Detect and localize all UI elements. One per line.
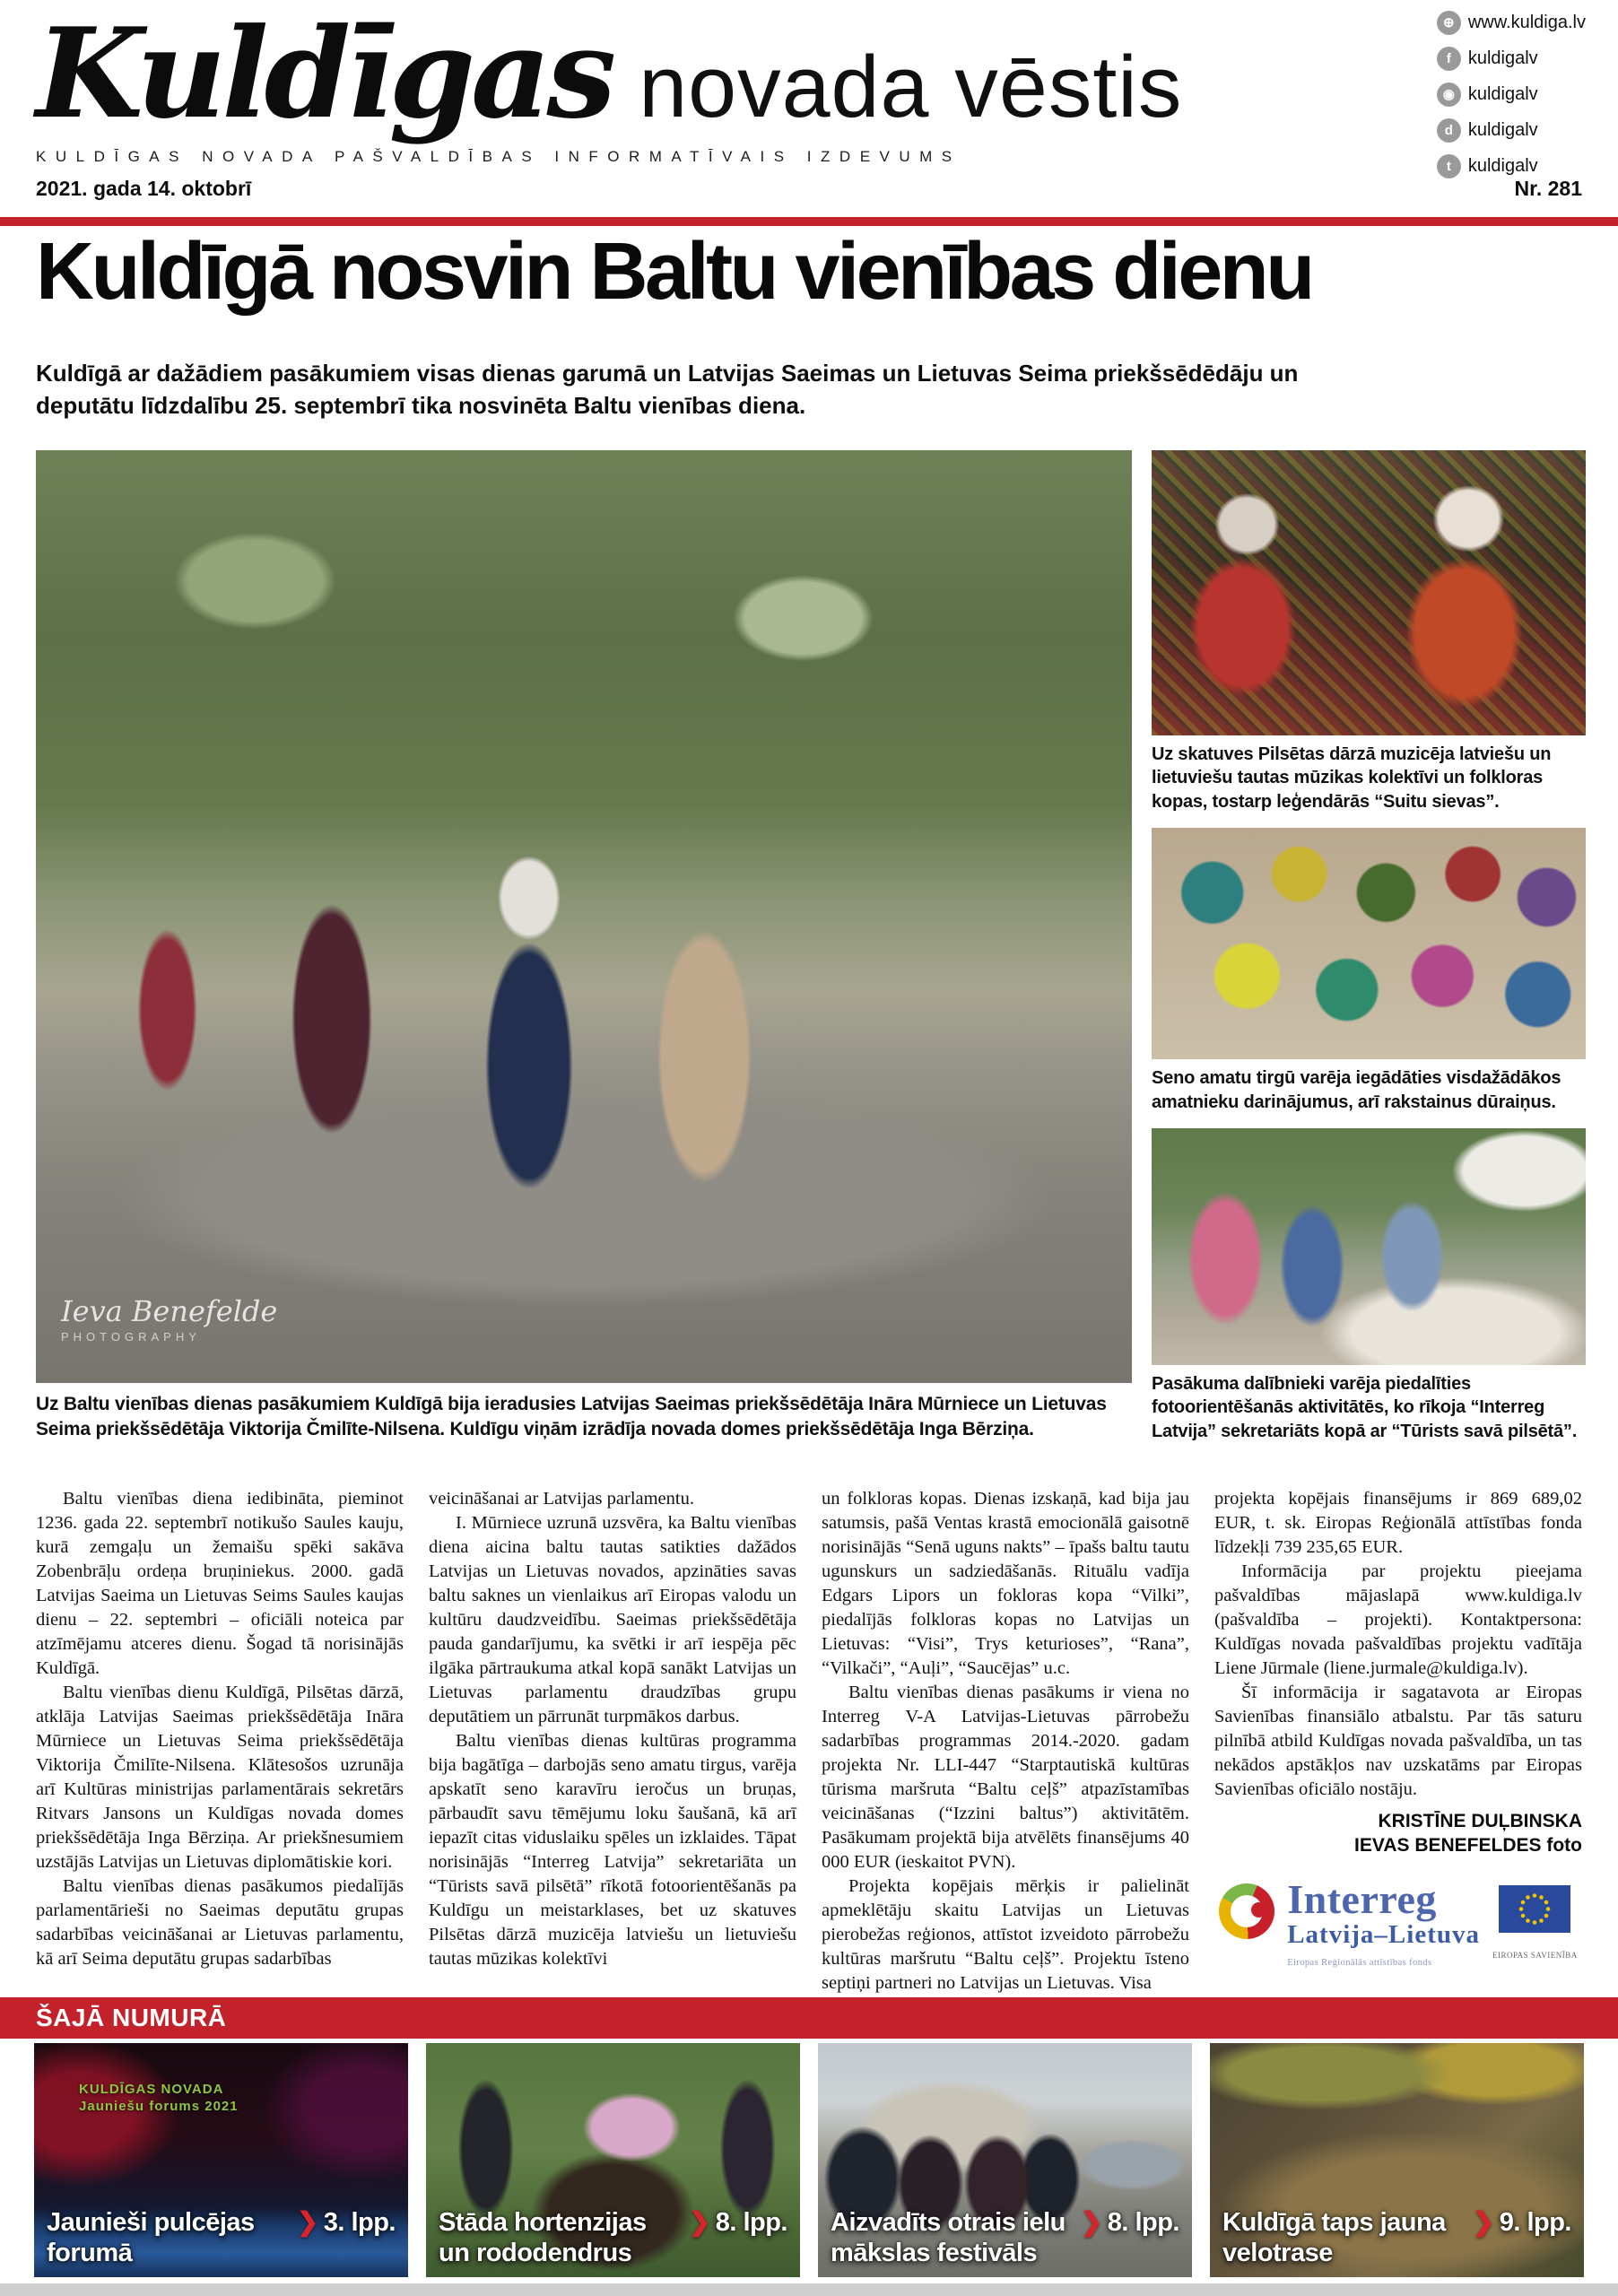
eu-flag-icon: [1499, 1885, 1570, 1933]
teaser-caption: [47, 2207, 396, 2268]
teaser-caption: [831, 2207, 1179, 2268]
instagram-icon: ◉: [1437, 83, 1461, 107]
article-body: [36, 1487, 1582, 2002]
body-paragraph: Baltu vienības diena iedibināta, pieminot 1236. gada 22. septembrī notikušo Saules kauju, kurā zemgaļu un žemaišu spēki sakāva Zobenbrāļu ordeņa bruņiniekus. 2000. gadā Latvijas Saeima un Lietuvas Seims Saules kaujas dienu – 22. septembri – oficiāli noteica par atzīmējamu atceres dienu. Šogad tā norisinājās Kuldīgā.: [36, 1489, 404, 1678]
body-paragraph: Baltu vienības dienas pasākumos piedalījās parlamentārieši no Saeimas deputātu grupas sadarbības veicināšanai ar Lietuvas parlamentu, kā arī Seima deputātu grupas sadarbības: [36, 1876, 404, 1969]
teaser-velotrack: [1210, 2043, 1584, 2277]
instagram-label: kuldigalv: [1467, 84, 1538, 104]
screen-line-1: KULDĪGAS NOVADA: [79, 2081, 224, 2097]
draugiem-label: kuldigalv: [1467, 120, 1538, 140]
section-title: ŠAJĀ NUMURĀ: [36, 2004, 227, 2031]
interreg-logo: [1214, 1875, 1582, 1975]
arrow-icon: ❯: [1472, 2207, 1494, 2237]
social-links: [1437, 11, 1586, 190]
in-this-issue-section: [0, 1997, 1618, 2296]
body-paragraph: Baltu vienības dienas kultūras programma bija bagātīga – darbojās seno amatu tirgus, varēja apskatīt seno karavīru ieročus un bruņas, pārbaudīt savu tēmējumu loku šaušanā, kā arī iepazīt citas viduslaiku spēles un izklaides. Tāpat norisinājās “Interreg Latvija” sekretariāta un “Tūrists savā pilsētā” rīkotā fotoorientēšanās pa Kuldīgu un meistarklases, bet uz skatuves Pilsētas dārzā muzicēja latviešu un lietuviešu tautas mūzikas kolektīvi: [429, 1731, 796, 1969]
twitter-label: kuldigalv: [1467, 156, 1538, 176]
teaser-street-art: [818, 2043, 1192, 2277]
interreg-brand-block: [1287, 1875, 1480, 1975]
header-divider-bar: [0, 217, 1618, 226]
teaser-caption: [1222, 2207, 1571, 2268]
teaser-page: 8. lpp.: [1107, 2207, 1179, 2237]
photo-section: [36, 450, 1586, 1457]
body-paragraph: I. Mūrniece uzrunā uzsvēra, ka Baltu vienības diena aicina baltu tautas satikties dažādos Latvijas un Lietuvas novados, apzināties savas baltu saknes un vienlaikus arī Eiropas valodu un kultūru daudzveidību. Saeimas priekšsēdētāja pauda gandarījumu, ka svētki ir arī iespēja pēc ilgāka pārtraukuma atkal kopā sanākt Latvijas un Lietuvas parlamentu draudzības grupu deputātiem un pārrunāt turpmākos darbus.: [429, 1513, 796, 1726]
side-photo-column: [1152, 450, 1586, 1457]
globe-icon: ⊕: [1437, 11, 1461, 35]
stage-screen-text: [79, 2081, 239, 2116]
facebook-icon: f: [1437, 47, 1461, 71]
body-paragraph: Projekta kopējais mērķis ir palielināt apmeklētāju skaitu Latvijas un Lietuvas pierobežas reģionos, attīstot izveidoto pārrobežu kultūras maršrutu “Baltu ceļš”. Projektu īsteno septiņi partneri no Latvijas un Lietuvas. Visa: [822, 1876, 1189, 1993]
teaser-page: 8. lpp.: [715, 2207, 787, 2237]
body-paragraph: un folkloras kopas. Dienas izskaņā, kad bija jau satumsis, pašā Ventas krastā emocionālā gaisotnē norisinājās “Senā uguns nakts” – īpašs baltu tautu ugunskurs un sadziedāšanās. Rituālu vadīja Edgars Lipors un fokloras kopa “Vilki”, piedalījās folkloras kopas no Latvijas un Lietuvas: “Visi”, Trys keturioses”, “Rana”, “Vilkači”, “Auļi”, “Saucējas” u.c.: [822, 1489, 1189, 1678]
body-paragraph: veicināšanai ar Latvijas parlamentu.: [429, 1489, 694, 1509]
text-column-1: [36, 1487, 404, 2002]
side-photo-folk-singers: [1152, 450, 1586, 735]
body-paragraph: Informācija par projektu pieejama pašvaldības mājaslapā www.kuldiga.lv (pašvaldība – projekti). Kontaktpersona: Kuldīgas novada pašvaldības projektu vadītāja Liene Jūrmale (liene.jurmale@kuldiga.lv).: [1214, 1561, 1582, 1678]
side-photo-mittens-market: [1152, 828, 1586, 1059]
photo-credit: IEVAS BENEFELDES foto: [1354, 1835, 1582, 1857]
draugiem-icon: d: [1437, 118, 1461, 143]
main-photo-block: [36, 450, 1132, 1457]
masthead-title: [36, 0, 1582, 146]
facebook-label: kuldigalv: [1467, 48, 1538, 68]
social-link-instagram[interactable]: [1437, 83, 1586, 107]
social-link-facebook[interactable]: [1437, 47, 1586, 71]
headline: Kuldīgā nosvin Baltu vienības dienu: [36, 227, 1312, 317]
social-link-twitter[interactable]: [1437, 154, 1586, 178]
lede: Kuldīgā ar dažādiem pasākumiem visas dienas garumā un Latvijas Saeimas un Lietuvas Seima priekšsēdēdāju un deputātu līdzdalību 25. septembrī tika nosvinēta Baltu vienības diena.: [36, 360, 1299, 420]
teaser-page: 9. lpp.: [1499, 2207, 1571, 2237]
text-column-2: [429, 1487, 796, 2002]
masthead-title-light: novada vēstis: [639, 38, 1183, 135]
interreg-fund-label: Eiropas Reģionālās attīstības fonds: [1287, 1957, 1432, 1968]
issue-number: Nr. 281: [1514, 176, 1582, 200]
date-row: [36, 177, 1582, 201]
side-photo-caption-2: Seno amatu tirgū varēja iegādāties visdažādākos amatnieku darinājumus, arī rakstainus dūraiņus.: [1152, 1068, 1561, 1112]
issue-date: 2021. gada 14. oktobrī: [36, 176, 252, 200]
interreg-program-name: Latvija–Lietuva: [1287, 1919, 1480, 1949]
eu-flag-block: [1492, 1885, 1578, 1968]
teaser-row: [0, 2039, 1618, 2277]
section-band: [0, 1997, 1618, 2039]
teaser-title: Stāda hortenzijas un rododendrus: [439, 2207, 647, 2267]
byline-block: [1214, 1809, 1582, 1858]
arrow-icon: ❯: [296, 2207, 318, 2237]
arrow-icon: ❯: [1080, 2207, 1102, 2237]
website-label: www.kuldiga.lv: [1467, 13, 1586, 32]
teaser-page-link[interactable]: [297, 2207, 396, 2238]
twitter-icon: t: [1437, 154, 1461, 178]
footer-strip: [0, 2283, 1618, 2296]
side-photo-orienteering: [1152, 1128, 1586, 1365]
eu-flag-label: EIROPAS SAVIENĪBA: [1492, 1950, 1578, 1960]
text-column-3: [822, 1487, 1189, 2002]
social-link-website[interactable]: [1437, 11, 1586, 35]
body-paragraph: Baltu vienības dienas pasākums ir viena no Interreg V-A Latvijas-Lietuvas pārrobežu sadarbības programmas 2014.-2020. gadam projekta Nr. LLI-447 “Starptautiskā kultūras tūrisma maršruta “Baltu ceļš” atpazīstamības veicināšanas (“Izzini baltus”) aktivitātēm. Pasākumam projektā bija atvēlēts finansējums 40 000 EUR (ieskaitot PVN).: [822, 1683, 1189, 1872]
body-paragraph: Baltu vienības dienu Kuldīgā, Pilsētas dārzā, atklāja Latvijas Saeimas priekšsēdētāja Ināra Mūrniece un Lietuvas Seima priekšsēdētāja Viktorija Čmilīte-Nilsena. Klātesošos uzrunāja arī Kultūras ministrijas parlamentārais sekretārs Ritvars Jansons un Kuldīgas novada domes priekšsēdētāja Inga Bērziņa. Ar priekšnesumiem uzstājās Latvijas un Lietuvas diplomātiskie kori.: [36, 1683, 404, 1872]
teaser-caption: [439, 2207, 787, 2268]
side-photo-caption-1: Uz skatuves Pilsētas dārzā muzicēja latviešu un lietuviešu tautas mūzikas kolektīvi un folkloras kopas, tostarp leģendārās “Suitu sievas”.: [1152, 744, 1552, 812]
arrow-icon: ❯: [688, 2207, 710, 2237]
interreg-swirl-icon: [1219, 1883, 1274, 1939]
social-link-draugiem[interactable]: [1437, 118, 1586, 143]
photo-watermark: [61, 1294, 277, 1344]
teaser-title: Kuldīgā taps jauna velotrase: [1222, 2207, 1446, 2267]
main-photo-caption: Uz Baltu vienības dienas pasākumiem Kuldīgā bija ieradusies Latvijas Saeimas priekšsēdētāja Ināra Mūrniece un Lietuvas Seima priekšsēdētāja Viktorija Čmilīte-Nilsena. Kuldīgu viņām izrādīja novada domes priekšsēdētāja Inga Bērziņa.: [36, 1394, 1107, 1439]
teaser-page-link[interactable]: [1081, 2207, 1179, 2238]
body-paragraph: projekta kopējais finansējums ir 869 689,02 EUR, t. sk. Eiropas Reģionālā attīstības fonda līdzekļi 739 235,65 EUR.: [1214, 1489, 1582, 1557]
teaser-page-link[interactable]: [1473, 2207, 1571, 2238]
teaser-page-link[interactable]: [689, 2207, 787, 2238]
main-photo: [36, 450, 1132, 1383]
teaser-title: Jaunieši pulcējas forumā: [47, 2207, 255, 2267]
teaser-hydrangeas: [426, 2043, 800, 2277]
body-paragraph: Šī informācija ir sagatavota ar Eiropas Savienības finansiālo atbalstu. Par tās saturu pilnībā atbild Kuldīgas novada pašvaldība, un tas nekādos apstākļos nav uzskatāms par Eiropas Savienības oficiālo nostāju.: [1214, 1683, 1582, 1799]
text-column-4: [1214, 1487, 1582, 2002]
screen-line-2: Jauniešu forums 2021: [79, 2099, 239, 2115]
teaser-youth-forum: [34, 2043, 408, 2277]
teaser-title: Aizvadīts otrais ielu mākslas festivāls: [831, 2207, 1066, 2267]
tagline: KULDĪGAS NOVADA PAŠVALDĪBAS INFORMATĪVAIS IZDEVUMS: [36, 147, 961, 165]
author-byline: KRISTĪNE DUĻBINSKA: [1378, 1811, 1582, 1831]
watermark-sub: PHOTOGRAPHY: [61, 1330, 201, 1344]
interreg-brand-name: Interreg: [1287, 1875, 1437, 1922]
watermark-name: Ieva Benefelde: [61, 1294, 278, 1328]
teaser-page: 3. lpp.: [323, 2207, 396, 2237]
side-photo-caption-3: Pasākuma dalībnieki varēja piedalīties fotoorientēšanās aktivitātēs, ko rīkoja “Interreg Latvija” sekretariāts kopā ar “Tūrists savā pilsētā”.: [1152, 1373, 1578, 1441]
masthead-title-blackletter: Kuldīgas: [36, 0, 613, 146]
masthead: [0, 0, 1618, 226]
